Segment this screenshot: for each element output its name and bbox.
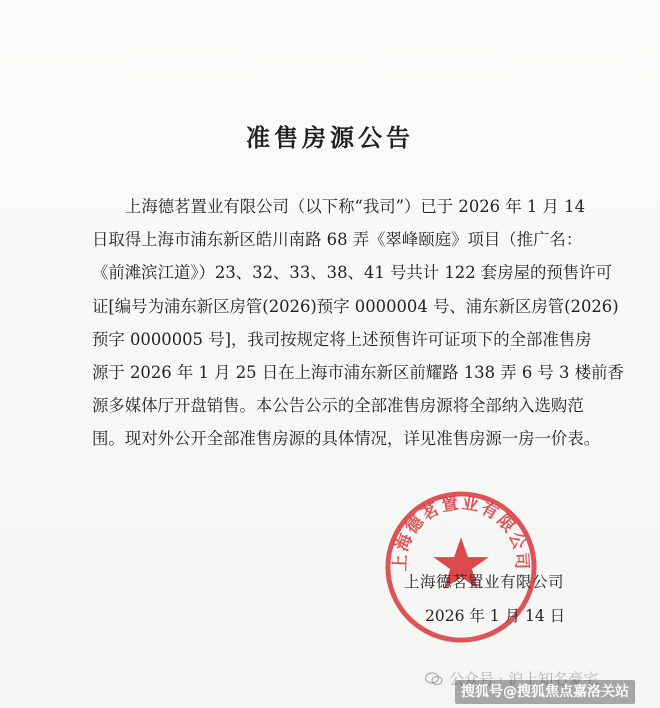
wechat-icon [425, 672, 443, 686]
wechat-watermark-text: 公众号 · 沪上知名豪宅 [449, 670, 599, 688]
body-line: 预字 0000005 号]，我司按规定将上述预售许可证项下的全部准售房 [92, 329, 592, 349]
company-signature: 上海德茗置业有限公司 [404, 573, 565, 591]
announcement-body [92, 190, 624, 456]
body-line: 源多媒体厅开盘销售。本公告公示的全部准售房源将全部纳入选购范 [92, 396, 584, 416]
body-line: 《前滩滨江道》）23、32、33、38、41 号共计 122 套房屋的预售许可 [92, 263, 612, 283]
body-line: 证[编号为浦东新区房管(2026)预字 0000004 号、浦东新区房管(2026) [92, 296, 619, 316]
body-line: 日取得上海市浦东新区皓川南路 68 弄《翠峰颐庭》项目（推广名： [92, 230, 583, 250]
sohu-watermark: 搜狐号@搜狐焦点嘉洛关站 [455, 680, 635, 704]
document-title: 准售房源公告 [246, 123, 414, 152]
signature-date: 2026 年 1 月 14 日 [425, 607, 566, 625]
body-line: 上海德茗置业有限公司（以下称“我司”）已于 2026 年 1 月 14 [125, 197, 586, 216]
body-line: 源于 2026 年 1 月 25 日在上海市浦东新区前耀路 138 弄 6 号 3 楼前香 [92, 363, 624, 383]
body-line: 围。现对外公开全部准售房源的具体情况，详见准售房源一房一价表。 [92, 429, 601, 449]
svg-text:上海德茗置业有限公司: 上海德茗置业有限公司 [389, 492, 533, 572]
